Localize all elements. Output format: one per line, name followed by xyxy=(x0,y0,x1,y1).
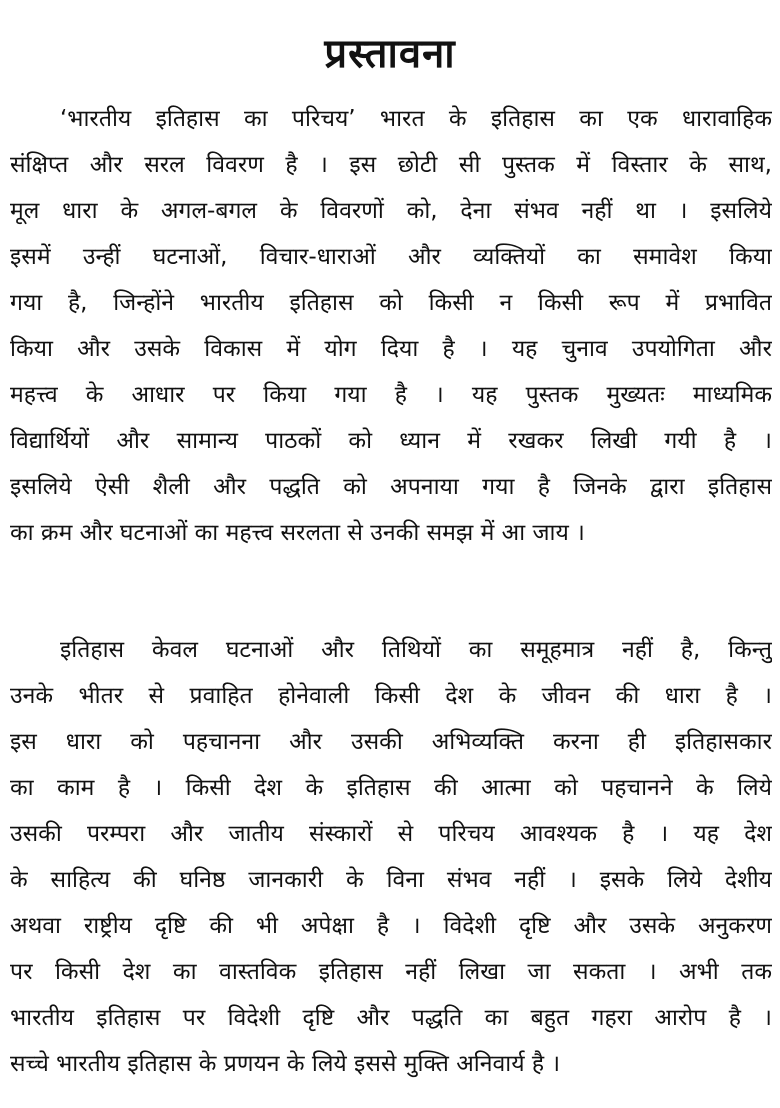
page-title: प्रस्तावना xyxy=(324,30,456,77)
text-line: महत्त्व के आधार पर किया गया है । यह पुस्तक मुख्यतः माध्यमिक xyxy=(10,382,772,408)
text-line: इसलिये ऐसी शैली और पद्धति को अपनाया गया है जिनके द्वारा इतिहास xyxy=(10,474,772,500)
text-line: ‘भारतीय इतिहास का परिचय’ भारत के इतिहास का एक धारावाहिक xyxy=(60,106,772,132)
text-line: सच्चे भारतीय इतिहास के प्रणयन के लिये इससे मुक्ति अनिवार्य है । xyxy=(10,1051,561,1077)
text-line: का क्रम और घटनाओं का महत्त्व सरलता से उनकी समझ में आ जाय । xyxy=(10,520,585,546)
text-line: भारतीय इतिहास पर विदेशी दृष्टि और पद्धति का बहुत गहरा आरोप है । xyxy=(10,1005,772,1031)
text-line: पर किसी देश का वास्तविक इतिहास नहीं लिखा जा सकता । अभी तक xyxy=(10,959,772,985)
text-line: उनके भीतर से प्रवाहित होनेवाली किसी देश के जीवन की धारा है । xyxy=(10,683,772,709)
text-line: इसमें उन्हीं घटनाओं, विचार-धाराओं और व्यक्तियों का समावेश किया xyxy=(10,244,772,270)
text-line: किया और उसके विकास में योग दिया है । यह चुनाव उपयोगिता और xyxy=(10,336,772,362)
text-line: मूल धारा के अगल-बगल के विवरणों को, देना संभव नहीं था । इसलिये xyxy=(10,198,772,224)
text-line: उसकी परम्परा और जातीय संस्कारों से परिचय आवश्यक है । यह देश xyxy=(10,821,772,847)
text-line: इतिहास केवल घटनाओं और तिथियों का समूहमात्र नहीं है, किन्तु xyxy=(60,637,772,663)
text-line: विद्यार्थियों और सामान्य पाठकों को ध्यान में रखकर लिखी गयी है । xyxy=(10,428,772,454)
text-line: इस धारा को पहचानना और उसकी अभिव्यक्ति करना ही इतिहासकार xyxy=(10,729,772,755)
paragraph-2 xyxy=(10,627,772,1087)
text-line: संक्षिप्त और सरल विवरण है । इस छोटी सी पुस्तक में विस्तार के साथ, xyxy=(10,152,772,178)
text-line: गया है, जिन्होंने भारतीय इतिहास को किसी न किसी रूप में प्रभावित xyxy=(10,290,772,316)
text-line: के साहित्य की घनिष्ठ जानकारी के विना संभव नहीं । इसके लिये देशीय xyxy=(10,867,772,893)
paragraph-1 xyxy=(10,96,772,556)
text-line: का काम है । किसी देश के इतिहास की आत्मा को पहचानने के लिये xyxy=(10,775,772,801)
text-line: अथवा राष्ट्रीय दृष्टि की भी अपेक्षा है । विदेशी दृष्टि और उसके अनुकरण xyxy=(10,913,772,939)
